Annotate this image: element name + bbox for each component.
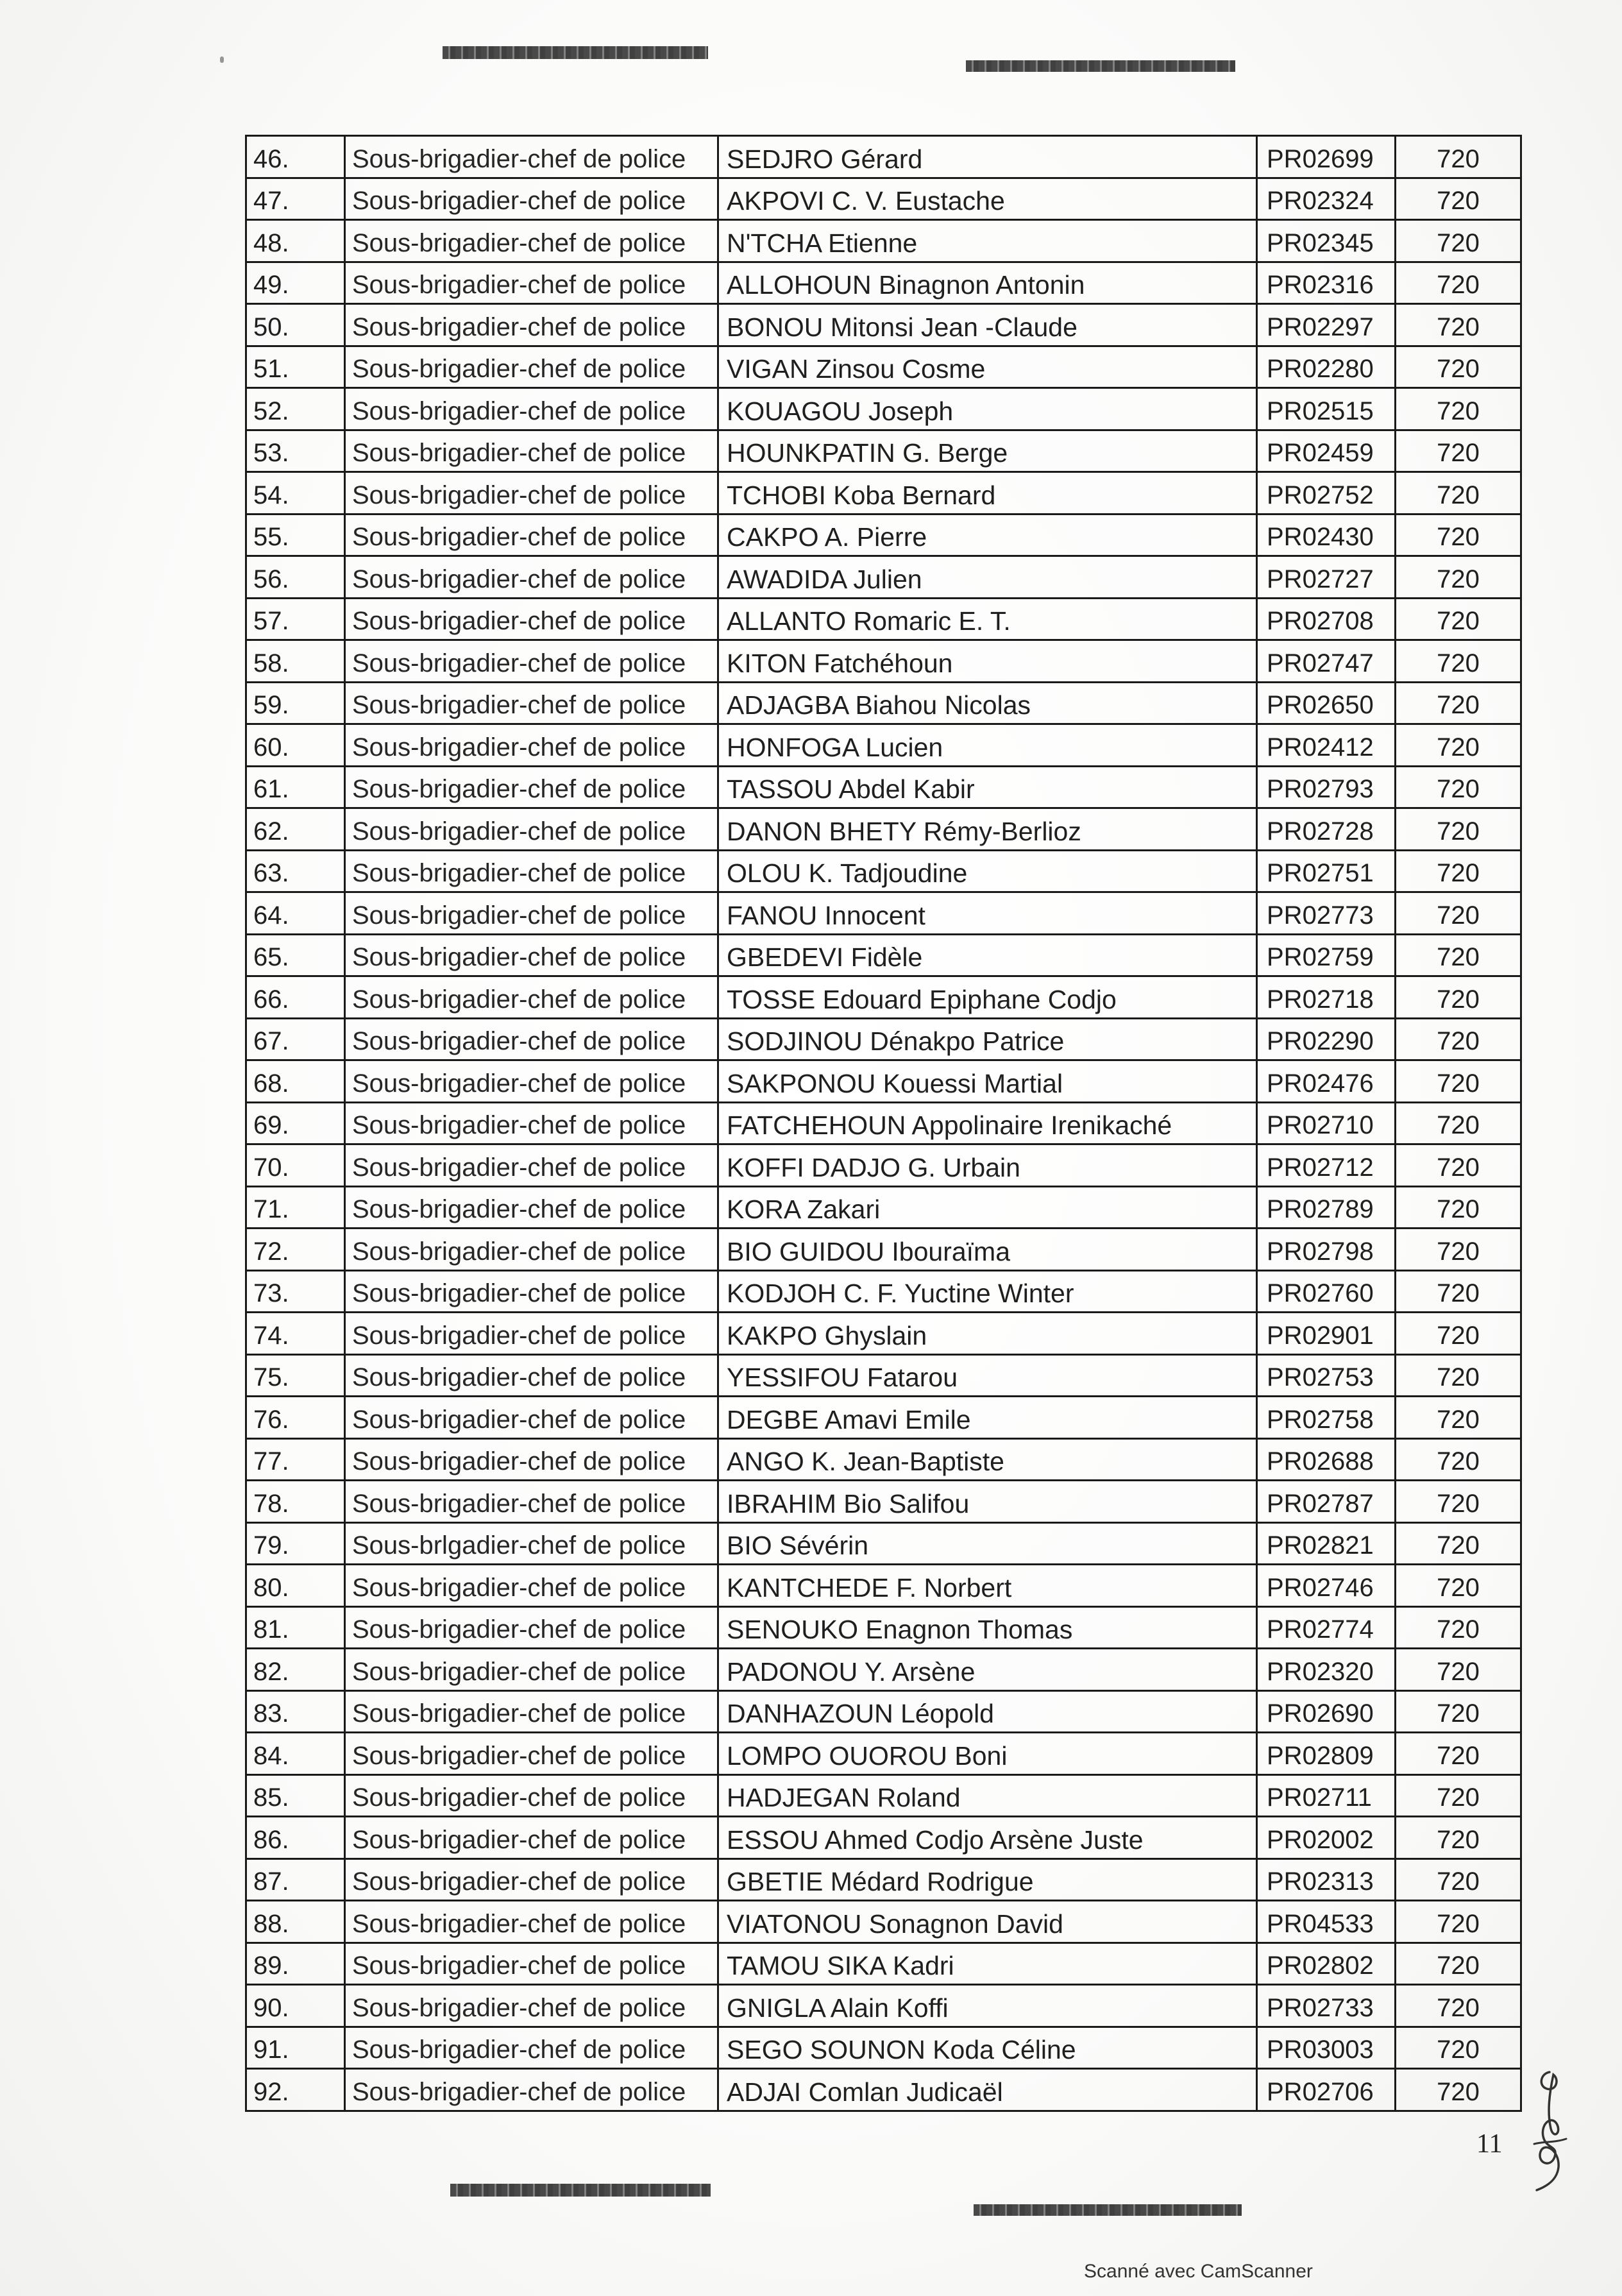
table-row — [247, 1944, 1522, 1986]
row-number-cell: 63. — [247, 851, 346, 894]
value-cell: 720 — [1396, 809, 1522, 851]
value-cell: 720 — [1396, 1271, 1522, 1314]
row-number-cell: 91. — [247, 2028, 346, 2070]
rank-cell: Sous-brigadier-chef de police — [346, 1817, 719, 1860]
value-cell: 720 — [1396, 1524, 1522, 1566]
rank-cell: Sous-brigadier-chef de police — [346, 1776, 719, 1818]
matricule-cell: PR02759 — [1258, 935, 1396, 978]
name-cell: SEGO SOUNON Koda Céline — [719, 2028, 1258, 2070]
table-row — [247, 935, 1522, 978]
name-cell: SODJINOU Dénakpo Patrice — [719, 1019, 1258, 1062]
name-cell: SAKPONOU Kouessi Martial — [719, 1061, 1258, 1103]
rank-cell: Sous-brigadier-chef de police — [346, 977, 719, 1019]
row-number-cell: 64. — [247, 893, 346, 935]
value-cell: 720 — [1396, 935, 1522, 978]
name-cell: BIO Sévérin — [719, 1524, 1258, 1566]
matricule-cell: PR02809 — [1258, 1733, 1396, 1776]
matricule-cell: PR02773 — [1258, 893, 1396, 935]
matricule-cell: PR02324 — [1258, 179, 1396, 221]
rank-cell: Sous-brigadier-chef de police — [346, 599, 719, 642]
rank-cell: Sous-brigadier-chef de police — [346, 725, 719, 767]
table-row — [247, 1271, 1522, 1314]
rank-cell: Sous-brigadier-chef de police — [346, 1356, 719, 1398]
row-number-cell: 83. — [247, 1692, 346, 1734]
table-row — [247, 1986, 1522, 2028]
row-number-cell: 75. — [247, 1356, 346, 1398]
value-cell: 720 — [1396, 1733, 1522, 1776]
row-number-cell: 70. — [247, 1145, 346, 1187]
matricule-cell: PR02515 — [1258, 389, 1396, 431]
matricule-cell: PR02459 — [1258, 431, 1396, 473]
matricule-cell: PR02280 — [1258, 347, 1396, 389]
value-cell: 720 — [1396, 1229, 1522, 1271]
rank-cell: Sous-brigadier-chef de police — [346, 1649, 719, 1692]
value-cell: 720 — [1396, 1019, 1522, 1062]
rank-cell: Sous-brigadier-chef de police — [346, 1608, 719, 1650]
matricule-cell: PR02706 — [1258, 2070, 1396, 2112]
table-row — [247, 1776, 1522, 1818]
row-number-cell: 76. — [247, 1397, 346, 1440]
name-cell: VIATONOU Sonagnon David — [719, 1901, 1258, 1944]
table-row — [247, 641, 1522, 683]
rank-cell: Sous-brigadier-chef de police — [346, 179, 719, 221]
rank-cell: Sous-brigadier-chef de police — [346, 2028, 719, 2070]
matricule-cell: PR02753 — [1258, 1356, 1396, 1398]
table-row — [247, 557, 1522, 599]
row-number-cell: 55. — [247, 515, 346, 557]
scanner-footer: Scanné avec CamScanner — [1084, 2261, 1313, 2282]
table-row — [247, 683, 1522, 726]
matricule-cell: PR02708 — [1258, 599, 1396, 642]
matricule-cell: PR02774 — [1258, 1608, 1396, 1650]
rank-cell: Sous-brigadier-chef de police — [346, 1103, 719, 1146]
scan-mark-bottom-left — [450, 2184, 711, 2197]
rank-cell: Sous-brigadier-chef de police — [346, 221, 719, 263]
row-number-cell: 80. — [247, 1565, 346, 1608]
row-number-cell: 67. — [247, 1019, 346, 1062]
table-row — [247, 1608, 1522, 1650]
table-row — [247, 851, 1522, 894]
name-cell: KOUAGOU Joseph — [719, 389, 1258, 431]
rank-cell: Sous-brigadier-chef de police — [346, 389, 719, 431]
rank-cell: Sous-brigadier-chef de police — [346, 1271, 719, 1314]
table-row — [247, 515, 1522, 557]
name-cell: KANTCHEDE F. Norbert — [719, 1565, 1258, 1608]
rank-cell: Sous-brigadier-chef de police — [346, 137, 719, 179]
table-row — [247, 1440, 1522, 1482]
row-number-cell: 69. — [247, 1103, 346, 1146]
matricule-cell: PR02345 — [1258, 221, 1396, 263]
name-cell: ADJAI Comlan Judicaël — [719, 2070, 1258, 2112]
value-cell: 720 — [1396, 263, 1522, 305]
row-number-cell: 66. — [247, 977, 346, 1019]
value-cell: 720 — [1396, 1901, 1522, 1944]
row-number-cell: 52. — [247, 389, 346, 431]
row-number-cell: 81. — [247, 1608, 346, 1650]
table-row — [247, 1229, 1522, 1271]
table-row — [247, 893, 1522, 935]
table-row — [247, 1860, 1522, 1902]
row-number-cell: 84. — [247, 1733, 346, 1776]
name-cell: AWADIDA Julien — [719, 557, 1258, 599]
table-row — [247, 1356, 1522, 1398]
rank-cell: Sous-brigadier-chef de police — [346, 1061, 719, 1103]
rank-cell: Sous-brigadier-chef de police — [346, 1944, 719, 1986]
matricule-cell: PR02787 — [1258, 1481, 1396, 1524]
rank-cell: Sous-brigadier-chef de police — [346, 557, 719, 599]
name-cell: YESSIFOU Fatarou — [719, 1356, 1258, 1398]
matricule-cell: PR02316 — [1258, 263, 1396, 305]
value-cell: 720 — [1396, 2070, 1522, 2112]
row-number-cell: 46. — [247, 137, 346, 179]
table-row — [247, 1733, 1522, 1776]
rank-cell: Sous-brigadier-chef de police — [346, 1145, 719, 1187]
table-row — [247, 1524, 1522, 1566]
rank-cell: Sous-brigadier-chef de police — [346, 515, 719, 557]
matricule-cell: PR02752 — [1258, 473, 1396, 515]
matricule-cell: PR02746 — [1258, 1565, 1396, 1608]
row-number-cell: 57. — [247, 599, 346, 642]
rank-cell: Sous-brigadier-chef de police — [346, 473, 719, 515]
rank-cell: Sous-brigadier-chef de police — [346, 1313, 719, 1356]
matricule-cell: PR02821 — [1258, 1524, 1396, 1566]
row-number-cell: 78. — [247, 1481, 346, 1524]
row-number-cell: 73. — [247, 1271, 346, 1314]
value-cell: 720 — [1396, 347, 1522, 389]
matricule-cell: PR02751 — [1258, 851, 1396, 894]
row-number-cell: 77. — [247, 1440, 346, 1482]
row-number-cell: 74. — [247, 1313, 346, 1356]
table-row — [247, 137, 1522, 179]
matricule-cell: PR02412 — [1258, 725, 1396, 767]
rank-cell: Sous-brigadier-chef de police — [346, 1860, 719, 1902]
table-row — [247, 2070, 1522, 2112]
matricule-cell: PR02650 — [1258, 683, 1396, 726]
page-number: 11 — [1476, 2129, 1503, 2159]
table-row — [247, 389, 1522, 431]
matricule-cell: PR02476 — [1258, 1061, 1396, 1103]
table-row — [247, 767, 1522, 810]
name-cell: DEGBE Amavi Emile — [719, 1397, 1258, 1440]
value-cell: 720 — [1396, 1356, 1522, 1398]
row-number-cell: 88. — [247, 1901, 346, 1944]
value-cell: 720 — [1396, 1565, 1522, 1608]
table-row — [247, 809, 1522, 851]
name-cell: DANHAZOUN Léopold — [719, 1692, 1258, 1734]
matricule-cell: PR02733 — [1258, 1986, 1396, 2028]
table-row — [247, 725, 1522, 767]
value-cell: 720 — [1396, 431, 1522, 473]
scan-mark-bottom-right — [974, 2204, 1242, 2216]
name-cell: ESSOU Ahmed Codjo Arsène Juste — [719, 1817, 1258, 1860]
matricule-cell: PR02290 — [1258, 1019, 1396, 1062]
value-cell: 720 — [1396, 977, 1522, 1019]
signature-mark — [1521, 2067, 1579, 2195]
name-cell: KODJOH C. F. Yuctine Winter — [719, 1271, 1258, 1314]
matricule-cell: PR02747 — [1258, 641, 1396, 683]
name-cell: ALLOHOUN Binagnon Antonin — [719, 263, 1258, 305]
rank-cell: Sous-brigadier-chef de police — [346, 347, 719, 389]
table-row — [247, 221, 1522, 263]
value-cell: 720 — [1396, 1440, 1522, 1482]
name-cell: KORA Zakari — [719, 1187, 1258, 1230]
matricule-cell: PR02688 — [1258, 1440, 1396, 1482]
value-cell: 720 — [1396, 1061, 1522, 1103]
row-number-cell: 90. — [247, 1986, 346, 2028]
matricule-cell: PR02690 — [1258, 1692, 1396, 1734]
rank-cell: Sous-brigadier-chef de police — [346, 1565, 719, 1608]
value-cell: 720 — [1396, 305, 1522, 347]
table-row — [247, 1649, 1522, 1692]
matricule-cell: PR02901 — [1258, 1313, 1396, 1356]
value-cell: 720 — [1396, 1103, 1522, 1146]
value-cell: 720 — [1396, 1187, 1522, 1230]
name-cell: FANOU Innocent — [719, 893, 1258, 935]
value-cell: 720 — [1396, 599, 1522, 642]
table-row — [247, 1817, 1522, 1860]
name-cell: HADJEGAN Roland — [719, 1776, 1258, 1818]
rank-cell: Sous-brigadier-chef de police — [346, 935, 719, 978]
rank-cell: Sous-brigadier-chef de police — [346, 263, 719, 305]
name-cell: HOUNKPATIN G. Berge — [719, 431, 1258, 473]
name-cell: IBRAHIM Bio Salifou — [719, 1481, 1258, 1524]
matricule-cell: PR02430 — [1258, 515, 1396, 557]
rank-cell: Sous-brigadier-chef de police — [346, 683, 719, 726]
value-cell: 720 — [1396, 725, 1522, 767]
name-cell: VIGAN Zinsou Cosme — [719, 347, 1258, 389]
value-cell: 720 — [1396, 1608, 1522, 1650]
row-number-cell: 56. — [247, 557, 346, 599]
value-cell: 720 — [1396, 1986, 1522, 2028]
matricule-cell: PR02728 — [1258, 809, 1396, 851]
matricule-cell: PR02758 — [1258, 1397, 1396, 1440]
value-cell: 720 — [1396, 1817, 1522, 1860]
table-row — [247, 1481, 1522, 1524]
matricule-cell: PR02711 — [1258, 1776, 1396, 1818]
table-row — [247, 1019, 1522, 1062]
rank-cell: Sous-brigadier-chef de police — [346, 1019, 719, 1062]
value-cell: 720 — [1396, 137, 1522, 179]
name-cell: ADJAGBA Biahou Nicolas — [719, 683, 1258, 726]
value-cell: 720 — [1396, 641, 1522, 683]
row-number-cell: 71. — [247, 1187, 346, 1230]
rank-cell: Sous-brigadier-chef de police — [346, 641, 719, 683]
rank-cell: Sous-brlgadier-chef de police — [346, 1524, 719, 1566]
matricule-cell: PR03003 — [1258, 2028, 1396, 2070]
rank-cell: Sous-brigadier-chef de police — [346, 767, 719, 810]
row-number-cell: 89. — [247, 1944, 346, 1986]
table-row — [247, 1103, 1522, 1146]
rank-cell: Sous-brigadier-chef de police — [346, 1229, 719, 1271]
matricule-cell: PR02313 — [1258, 1860, 1396, 1902]
name-cell: DANON BHETY Rémy-Berlioz — [719, 809, 1258, 851]
table-row — [247, 179, 1522, 221]
rank-cell: Sous-brigadier-chef de police — [346, 1986, 719, 2028]
matricule-cell: PR02793 — [1258, 767, 1396, 810]
name-cell: N'TCHA Etienne — [719, 221, 1258, 263]
row-number-cell: 61. — [247, 767, 346, 810]
matricule-cell: PR02710 — [1258, 1103, 1396, 1146]
name-cell: KITON Fatchéhoun — [719, 641, 1258, 683]
matricule-cell: PR02727 — [1258, 557, 1396, 599]
name-cell: TAMOU SIKA Kadri — [719, 1944, 1258, 1986]
name-cell: SEDJRO Gérard — [719, 137, 1258, 179]
row-number-cell: 47. — [247, 179, 346, 221]
rank-cell: Sous-brigadier-chef de police — [346, 1733, 719, 1776]
name-cell: GNIGLA Alain Koffi — [719, 1986, 1258, 2028]
matricule-cell: PR02789 — [1258, 1187, 1396, 1230]
row-number-cell: 87. — [247, 1860, 346, 1902]
row-number-cell: 54. — [247, 473, 346, 515]
table-row — [247, 1187, 1522, 1230]
name-cell: CAKPO A. Pierre — [719, 515, 1258, 557]
name-cell: AKPOVI C. V. Eustache — [719, 179, 1258, 221]
name-cell: GBEDEVI Fidèle — [719, 935, 1258, 978]
row-number-cell: 59. — [247, 683, 346, 726]
value-cell: 720 — [1396, 1692, 1522, 1734]
value-cell: 720 — [1396, 1313, 1522, 1356]
table-row — [247, 347, 1522, 389]
row-number-cell: 65. — [247, 935, 346, 978]
roster-table — [245, 135, 1522, 2112]
table-row — [247, 1901, 1522, 1944]
value-cell: 720 — [1396, 1145, 1522, 1187]
scan-mark-top-right — [966, 60, 1235, 72]
rank-cell: Sous-brigadier-chef de police — [346, 1901, 719, 1944]
table-row — [247, 599, 1522, 642]
rank-cell: Sous-brigadier-chef de police — [346, 809, 719, 851]
table-row — [247, 1397, 1522, 1440]
value-cell: 720 — [1396, 1776, 1522, 1818]
matricule-cell: PR02798 — [1258, 1229, 1396, 1271]
rank-cell: Sous-brigadier-chef de police — [346, 851, 719, 894]
table-row — [247, 305, 1522, 347]
name-cell: OLOU K. Tadjoudine — [719, 851, 1258, 894]
rank-cell: Sous-brigadier-chef de police — [346, 1481, 719, 1524]
scan-speck — [220, 56, 224, 63]
row-number-cell: 60. — [247, 725, 346, 767]
value-cell: 720 — [1396, 221, 1522, 263]
name-cell: ANGO K. Jean-Baptiste — [719, 1440, 1258, 1482]
matricule-cell: PR02802 — [1258, 1944, 1396, 1986]
name-cell: PADONOU Y. Arsène — [719, 1649, 1258, 1692]
row-number-cell: 50. — [247, 305, 346, 347]
name-cell: KOFFI DADJO G. Urbain — [719, 1145, 1258, 1187]
name-cell: LOMPO OUOROU Boni — [719, 1733, 1258, 1776]
name-cell: TCHOBI Koba Bernard — [719, 473, 1258, 515]
row-number-cell: 86. — [247, 1817, 346, 1860]
row-number-cell: 72. — [247, 1229, 346, 1271]
rank-cell: Sous-brigadier-chef de police — [346, 893, 719, 935]
name-cell: BIO GUIDOU Ibouraïma — [719, 1229, 1258, 1271]
row-number-cell: 85. — [247, 1776, 346, 1818]
row-number-cell: 58. — [247, 641, 346, 683]
rank-cell: Sous-brigadier-chef de police — [346, 1397, 719, 1440]
table-row — [247, 1145, 1522, 1187]
value-cell: 720 — [1396, 515, 1522, 557]
matricule-cell: PR02760 — [1258, 1271, 1396, 1314]
name-cell: SENOUKO Enagnon Thomas — [719, 1608, 1258, 1650]
rank-cell: Sous-brigadier-chef de police — [346, 431, 719, 473]
value-cell: 720 — [1396, 1481, 1522, 1524]
name-cell: TOSSE Edouard Epiphane Codjo — [719, 977, 1258, 1019]
value-cell: 720 — [1396, 1944, 1522, 1986]
row-number-cell: 92. — [247, 2070, 346, 2112]
row-number-cell: 49. — [247, 263, 346, 305]
matricule-cell: PR02718 — [1258, 977, 1396, 1019]
value-cell: 720 — [1396, 389, 1522, 431]
matricule-cell: PR04533 — [1258, 1901, 1396, 1944]
rank-cell: Sous-brigadier-chef de police — [346, 2070, 719, 2112]
rank-cell: Sous-brigadier-chef de police — [346, 1440, 719, 1482]
rank-cell: Sous-brigadier-chef de police — [346, 1187, 719, 1230]
row-number-cell: 82. — [247, 1649, 346, 1692]
row-number-cell: 51. — [247, 347, 346, 389]
value-cell: 720 — [1396, 851, 1522, 894]
rank-cell: Sous-brigadier-chef de police — [346, 1692, 719, 1734]
row-number-cell: 62. — [247, 809, 346, 851]
value-cell: 720 — [1396, 473, 1522, 515]
rank-cell: Sous-brigadier-chef de police — [346, 305, 719, 347]
name-cell: ALLANTO Romaric E. T. — [719, 599, 1258, 642]
value-cell: 720 — [1396, 557, 1522, 599]
row-number-cell: 68. — [247, 1061, 346, 1103]
value-cell: 720 — [1396, 893, 1522, 935]
matricule-cell: PR02320 — [1258, 1649, 1396, 1692]
matricule-cell: PR02297 — [1258, 305, 1396, 347]
matricule-cell: PR02699 — [1258, 137, 1396, 179]
value-cell: 720 — [1396, 2028, 1522, 2070]
matricule-cell: PR02002 — [1258, 1817, 1396, 1860]
table-row — [247, 2028, 1522, 2070]
table-row — [247, 977, 1522, 1019]
name-cell: KAKPO Ghyslain — [719, 1313, 1258, 1356]
row-number-cell: 48. — [247, 221, 346, 263]
matricule-cell: PR02712 — [1258, 1145, 1396, 1187]
value-cell: 720 — [1396, 767, 1522, 810]
table-row — [247, 1692, 1522, 1734]
value-cell: 720 — [1396, 179, 1522, 221]
name-cell: FATCHEHOUN Appolinaire Irenikaché — [719, 1103, 1258, 1146]
name-cell: HONFOGA Lucien — [719, 725, 1258, 767]
table-row — [247, 1313, 1522, 1356]
table-row — [247, 1565, 1522, 1608]
table-row — [247, 263, 1522, 305]
value-cell: 720 — [1396, 683, 1522, 726]
table-row — [247, 431, 1522, 473]
table-row — [247, 1061, 1522, 1103]
value-cell: 720 — [1396, 1649, 1522, 1692]
name-cell: BONOU Mitonsi Jean -Claude — [719, 305, 1258, 347]
value-cell: 720 — [1396, 1397, 1522, 1440]
row-number-cell: 79. — [247, 1524, 346, 1566]
scan-mark-top-left — [443, 46, 708, 59]
value-cell: 720 — [1396, 1860, 1522, 1902]
name-cell: GBETIE Médard Rodrigue — [719, 1860, 1258, 1902]
table-row — [247, 473, 1522, 515]
name-cell: TASSOU Abdel Kabir — [719, 767, 1258, 810]
row-number-cell: 53. — [247, 431, 346, 473]
